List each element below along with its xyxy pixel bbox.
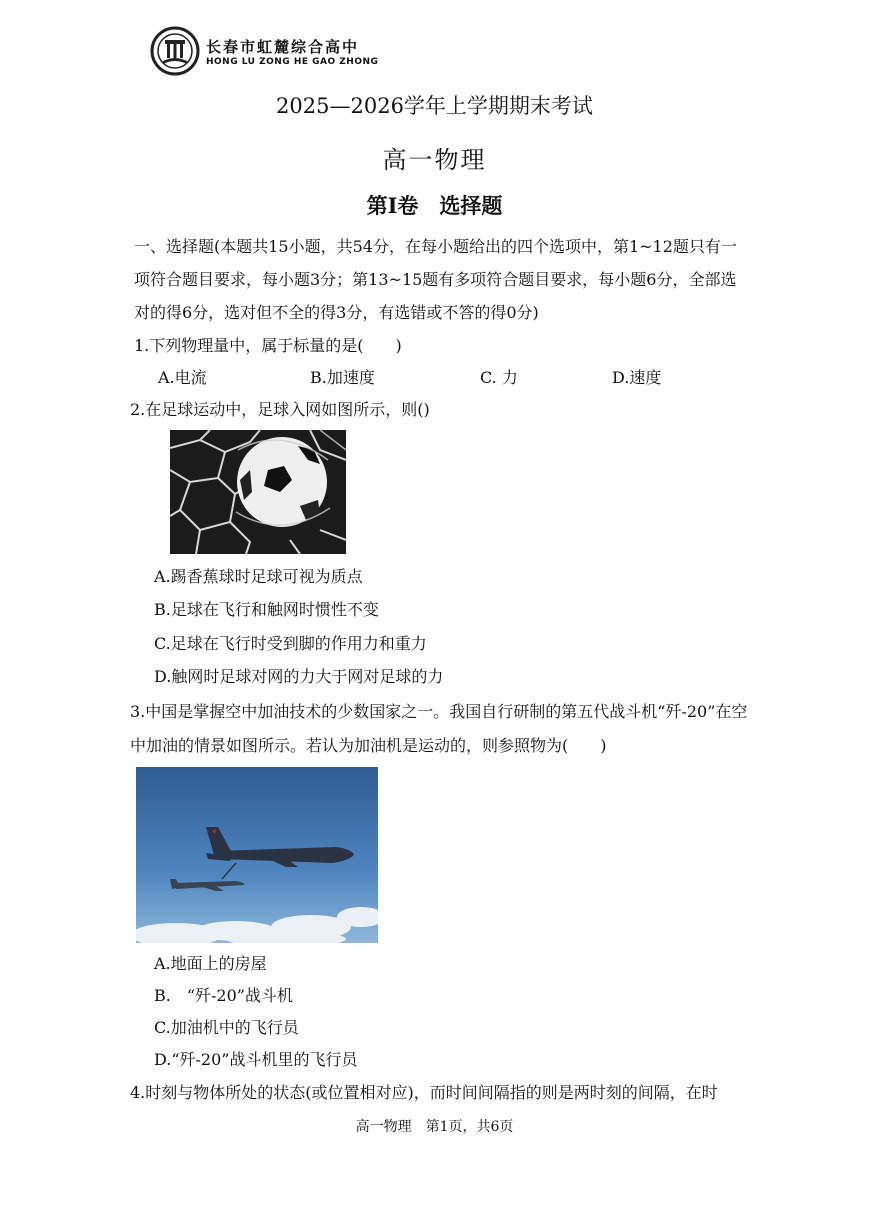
q3-stem-line-1: 3.中国是掌握空中加油技术的少数国家之一。我国自行研制的第五代战斗机“歼-20”在空 <box>130 702 748 721</box>
q2-option-a: A.踢香蕉球时足球可视为质点 <box>154 567 363 586</box>
school-name-en: HONG LU ZONG HE GAO ZHONG <box>206 57 379 67</box>
q3-option-a: A.地面上的房屋 <box>154 954 267 973</box>
instructions-line-2: 项符合题目要求，每小题3分；第13~15题有多项符合题目要求，每小题6分，全部选 <box>134 270 737 289</box>
subject-title: 高一物理 <box>382 146 487 174</box>
q3-stem-line-2: 中加油的情景如图所示。若认为加油机是运动的，则参照物为( ) <box>130 736 607 755</box>
q3-option-b: B. “歼-20”战斗机 <box>154 986 293 1005</box>
q1-option-d: D.速度 <box>612 368 662 387</box>
soccer-ball-net-image <box>170 430 346 554</box>
q1-stem: 1.下列物理量中，属于标量的是( ) <box>134 336 402 355</box>
q2-option-d: D.触网时足球对网的力大于网对足球的力 <box>154 667 444 686</box>
q1-option-c: C. 力 <box>480 368 518 387</box>
school-name-cn: 长春市虹麓综合高中 <box>206 38 360 56</box>
q3-option-d: D.“歼-20”战斗机里的飞行员 <box>154 1050 358 1069</box>
page-footer: 高一物理 第1页，共6页 <box>355 1119 514 1135</box>
volume-title: 第Ⅰ卷 选择题 <box>366 193 503 218</box>
q2-stem: 2.在足球运动中，足球入网如图所示，则() <box>130 400 430 419</box>
aerial-refueling-image <box>136 767 378 943</box>
q2-option-c: C.足球在飞行时受到脚的作用力和重力 <box>154 634 427 653</box>
q1-option-b: B.加速度 <box>310 368 375 387</box>
q1-option-a: A.电流 <box>158 368 207 387</box>
exam-title: 2025—2026学年上学期期末考试 <box>276 94 593 118</box>
q3-option-c: C.加油机中的飞行员 <box>154 1018 299 1037</box>
school-emblem-icon <box>150 26 200 76</box>
instructions-line-1: 一、选择题(本题共15小题，共54分，在每小题给出的四个选项中，第1~12题只有一 <box>134 237 737 256</box>
school-logo <box>150 26 390 78</box>
q4-stem-line-1: 4.时刻与物体所处的状态(或位置相对应)，而时间间隔指的则是两时刻的间隔，在时 <box>130 1083 718 1102</box>
q2-option-b: B.足球在飞行和触网时惯性不变 <box>154 600 379 619</box>
instructions-line-3: 对的得6分，选对但不全的得3分，有选错或不答的得0分) <box>134 303 539 322</box>
